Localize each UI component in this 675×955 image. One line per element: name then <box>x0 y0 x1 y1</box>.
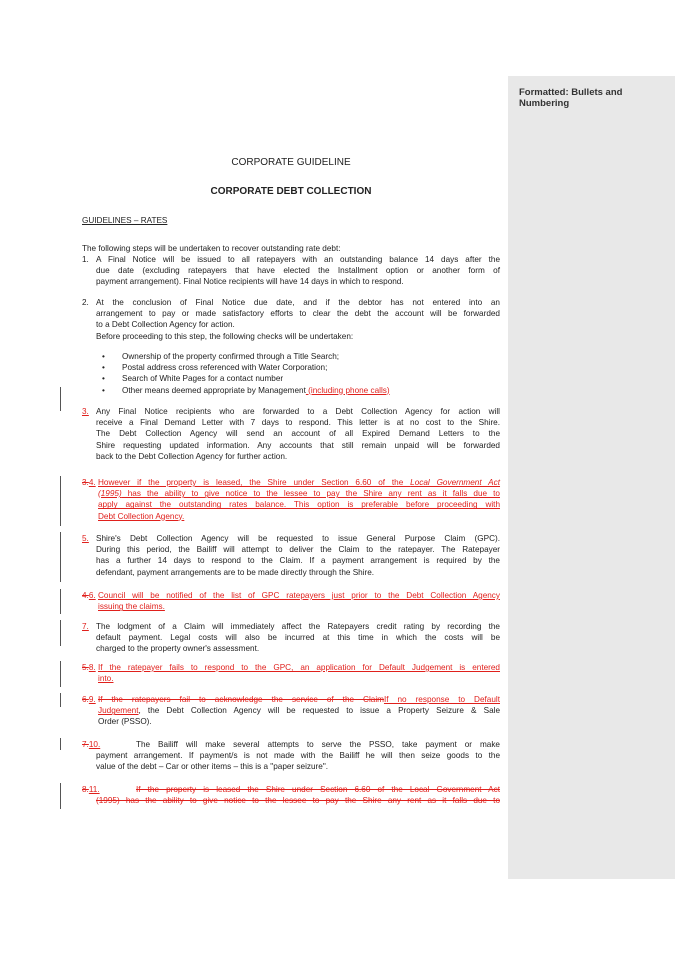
item-number: 5. <box>82 534 89 543</box>
doc-subtitle: CORPORATE DEBT COLLECTION <box>210 186 372 197</box>
intro-text: The following steps will be undertaken to recover outstanding rate debt: <box>82 244 341 253</box>
change-bar <box>60 476 61 526</box>
change-bar <box>60 738 61 750</box>
change-bar <box>60 783 61 809</box>
item-number: 2. <box>82 298 89 307</box>
section-heading: GUIDELINES – RATES <box>82 216 168 225</box>
item-number: 7. <box>82 622 89 631</box>
document-page: Formatted: Bullets and Numbering CORPORATE GUIDELINE CORPORATE DEBT COLLECTION GUIDELINES – RATES The following steps will be undertaken to recover outstanding rate debt: 1. A Final Notice will be issued to all ratepayers with an outstanding balance 14 days after the due date (excluding ratepayers that have elected the Installment option or another form of payment arrangement). Final Notice recipients will have 14 days in which to respond. 2. At the conclusion of Final Notice due date, and if the debtor has not entered into an arrangement to pay or made satisfactory efforts to clear the debt the account will be forwarded to a Debt Collection Agency for action. Before proceeding to this step, the following checks will be undertaken: • Ownership of the property confirmed through a Title Search; • Postal address cross referenced with Water Corporation; • Search of White Pages for a contact number • Other means deemed appropriate by Management (including phone calls) 3. Any Final Notice recipients who are forwarded to a Debt Collection Agency for action will receive a Final Demand Letter with 7 days to respond. This letter is at no cost to the Shire. The Debt Collection Agency will send an account of all Expired Demand Letters to the Shire requesting updated information. Any accounts that still remain unpaid will be forwarded back to the Debt Collection Agency for further action. 3.4. However if the property is leased, the Shire under Section 6.60 of the Local Government Act (1995) has the ability to give notice to the lessee to pay the Shire any rent as it falls due to apply against the outstanding rates balance. This option is preferable before proceeding with Debt Collection Agency. 5. Shire's Debt Collection Agency will be requested to issue General Purpose Claim (GPC). During this period, the Bailiff will attempt to deliver the Claim to the ratepayer. The Ratepayer has a further 14 days to respond to the Claim. If a payment arrangement is required by the defendant, payment arrangements are to be made directly through the Shire. 4.6. Council will be notified of the list of GPC ratepayers just prior to the Debt Collection Agency issuing the claims. 7. The lodgment of a Claim will immediately affect the Ratepayers credit rating by recording the default payment. Legal costs will also be incurred at this time in which the costs will be charged to the property owner's assessment. 5.8. If the ratepayer fails to respond to the GPC, an application for Default Judgement is entered into. 6.9. If the ratepayers fail to acknowledge the service of the ClaimIf no response to Default Judgement, the Debt Collection Agency will be requested to issue a Property Seizure & Sale Order (PSSO). 7.10. The Bailiff will make several attempts to serve the PSSO, take payment or make payment arrangement. If payment/s is not made with the Bailiff he will then seize goods to the value of the debt – Car or other items – this is a "paper seizure". 8.11. If the property is leased the Shire under Section 6.60 of the Local Government Act (1995) has the ability to give notice to the lessee to pay the Shire any rent as it falls due to <box>0 0 675 955</box>
inserted-text: (including phone calls) <box>305 385 390 395</box>
item-number: 3. <box>82 407 89 416</box>
markup-balloon-label: Formatted: Bullets and Numbering <box>519 87 623 109</box>
item-number: 1. <box>82 255 89 264</box>
change-bar <box>60 661 61 687</box>
doc-title: CORPORATE GUIDELINE <box>231 157 351 168</box>
change-bar <box>60 620 61 646</box>
change-bar <box>60 589 61 614</box>
change-bar <box>60 693 61 707</box>
markup-pane <box>508 76 675 879</box>
change-bar <box>60 532 61 582</box>
change-bar <box>60 387 61 411</box>
